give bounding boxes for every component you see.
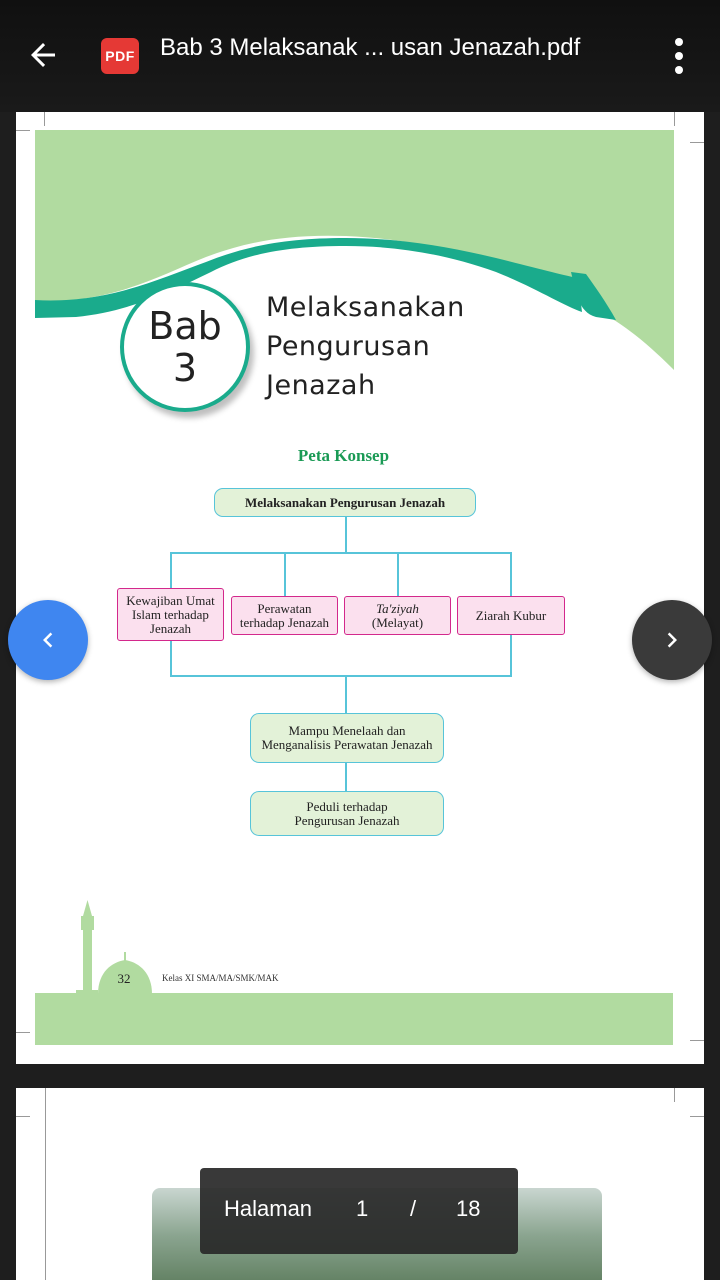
concept-branch-box: Kewajiban Umat Islam terhadap Jenazah (117, 588, 224, 641)
crop-mark (16, 1116, 30, 1117)
crop-mark (690, 1116, 704, 1117)
concept-branch-box: Ziarah Kubur (457, 596, 565, 635)
crop-mark (690, 1040, 704, 1041)
concept-branch-box: Ta'ziyah (Melayat) (344, 596, 451, 635)
chapter-badge (120, 282, 250, 412)
chapter-title-line: Jenazah (266, 370, 376, 401)
chapter-title-line: Melaksanakan (266, 292, 465, 323)
connector-line (170, 552, 512, 554)
crop-mark (674, 1088, 675, 1102)
more-options-button[interactable] (655, 32, 703, 80)
total-pages: 18 (456, 1196, 481, 1221)
chevron-right-icon (657, 625, 687, 655)
chapter-number: 3 (172, 346, 198, 390)
app-toolbar (0, 0, 720, 112)
next-page-button[interactable] (632, 600, 712, 680)
page-indicator (200, 1168, 518, 1254)
chapter-word: Bab (148, 304, 222, 348)
concept-branch-box: Perawatan terhadap Jenazah (231, 596, 338, 635)
footer-band (35, 993, 673, 1045)
pdf-file-icon: PDF (101, 38, 139, 74)
more-vertical-icon (675, 38, 683, 46)
footer-class-label: Kelas XI SMA/MA/SMK/MAK (162, 973, 279, 983)
connector-line (345, 675, 347, 713)
concept-outcome-box: Mampu Menelaah dan Menganalisis Perawatan Jenazah (250, 713, 444, 763)
connector-line (345, 762, 347, 792)
connector-line (397, 552, 399, 596)
concept-root-box: Melaksanakan Pengurusan Jenazah (214, 488, 476, 517)
crop-mark (45, 1088, 46, 1280)
previous-page-button[interactable] (8, 600, 88, 680)
page-number: 32 (117, 971, 131, 986)
chapter-title-line: Pengurusan (266, 331, 431, 362)
page-indicator-label: Halaman (224, 1196, 313, 1221)
back-button[interactable] (18, 30, 68, 80)
concept-map-heading: Peta Konsep (297, 446, 390, 465)
pdf-page-1[interactable] (16, 112, 704, 1064)
document-title: Bab 3 Melaksanak ... usan Jenazah.pdf (160, 34, 581, 61)
connector-line (345, 516, 347, 552)
connector-line (284, 552, 286, 596)
arrow-left-icon (25, 37, 61, 73)
connector-line (170, 675, 512, 677)
concept-outcome-box: Peduli terhadap Pengurusan Jenazah (250, 791, 444, 836)
page-separator: / (410, 1196, 417, 1221)
chevron-left-icon (33, 625, 63, 655)
chapter-title (266, 288, 566, 405)
crop-mark (16, 1032, 30, 1033)
current-page-number: 1 (356, 1196, 369, 1221)
